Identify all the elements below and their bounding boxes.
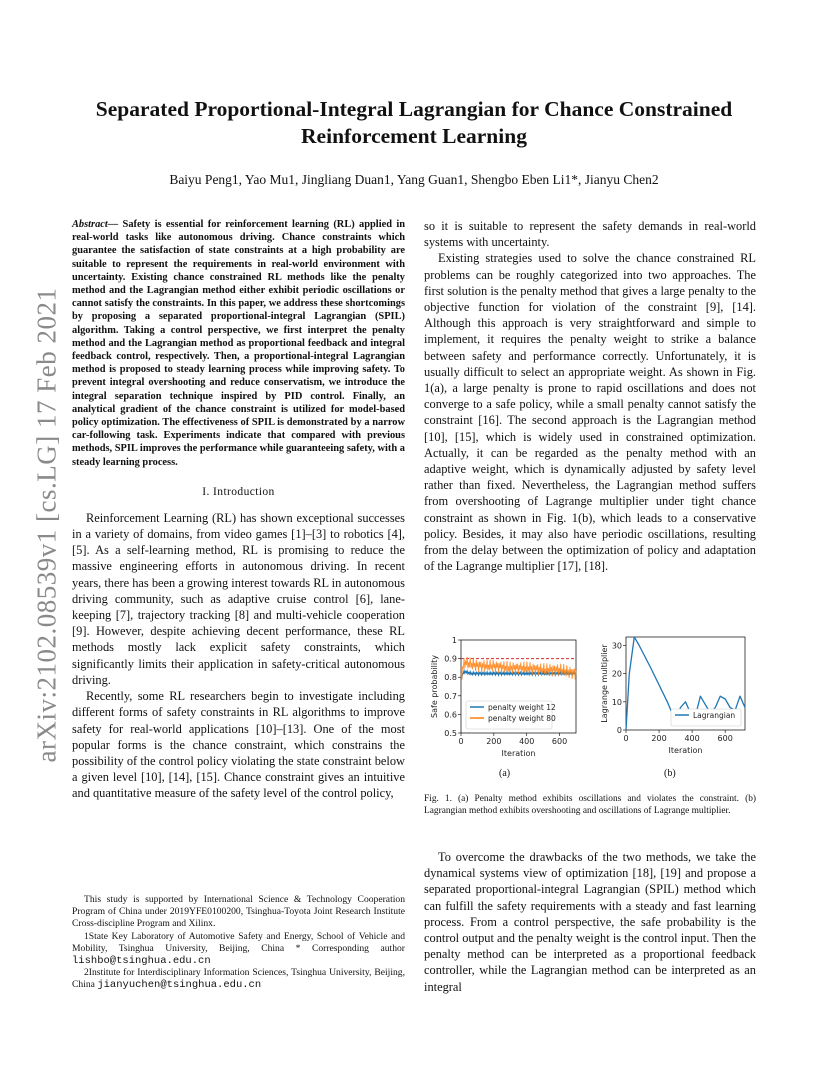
x-axis-label: Iteration xyxy=(668,746,703,755)
subfigure-label-a: (a) xyxy=(499,768,511,779)
x-tick-label: 400 xyxy=(684,734,700,743)
intro-paragraph-1: Reinforcement Learning (RL) has shown exceptional successes in a variety of domains, from video games [1]–[3] to robotics [4], [5]. As a self-learning method, RL is promising to reduce the massive engineering efforts in autonomous driving. In recent years, there has been a growing interest towards RL in autonomous driving community, such as adaptive cruise control [6], lane-keeping [7], trajectory tracking [8] and multi-vehicle cooperation [9]. However, despite achieving decent performance, these RL methods mostly lack explicit safety constraints, which significantly limits their application in safety-critical autonomous driving. xyxy=(72,510,405,687)
abstract-label: Abstract— xyxy=(72,219,119,230)
footnotes xyxy=(72,894,405,992)
y-tick-label: 0.6 xyxy=(444,710,457,720)
figure-caption: Fig. 1. (a) Penalty method exhibits oscillations and violates the constraint. (b) Lagrangian method exhibits overshooting and oscillations of Lagrange multiplier. xyxy=(424,794,756,816)
x-axis-label: Iteration xyxy=(501,749,536,758)
x-tick-label: 0 xyxy=(458,737,464,746)
y-tick-label: 0 xyxy=(616,726,622,735)
section-heading: I. Introduction xyxy=(202,485,275,498)
paper-title: Separated Proportional-Integral Lagrangian for Chance Constrained Reinforcement Learning xyxy=(95,97,733,148)
right-column xyxy=(424,218,756,574)
x-tick-label: 200 xyxy=(486,737,502,746)
x-tick-label: 200 xyxy=(651,734,667,743)
legend-label: penalty weight 80 xyxy=(488,714,556,723)
footnote-2-text: 2Institute for Interdisciplinary Information Sciences, Tsinghua University, Beijing, China xyxy=(72,967,405,991)
arxiv-stamp xyxy=(22,287,72,763)
x-tick-label: 0 xyxy=(623,734,629,743)
legend-label: penalty weight 12 xyxy=(488,703,556,712)
paper-authors: Baiyu Peng1, Yao Mu1, Jingliang Duan1, Yang Guan1, Shengbo Eben Li1*, Jianyu Chen2 xyxy=(169,172,659,187)
left-column xyxy=(72,218,405,802)
y-axis-label: Safe probability xyxy=(430,655,439,718)
abstract-text: Safety is essential for reinforcement learning (RL) applied in real-world tasks like autonomous driving. Chance constraints which guarantee the satisfaction of state constraints at a high probability are suitable to represent the requirements in real-world environment with uncertainty. Existing chance constrained RL methods like the penalty method and the Lagrangian method either exhibit periodic oscillations or cannot satisfy the constraints. In this paper, we address these shortcomings by proposing a separated proportional-integral Lagrangian (SPIL) algorithm. Taking a control perspective, we first interpret the penalty method and the Lagrangian method as proportional feedback and integral feedback control, respectively. Then, a proportional-integral Lagrangian method is proposed to steady learning process while improving safety. To prevent integral overshooting and reduce conservatism, we introduce the integral separation technique inspired by PID control. Finally, an analytical gradient of the chance constraint is utilized for model-based policy optimization. The effectiveness of SPIL is demonstrated by a narrow car-following task. Experiments indicate that compared with previous methods, SPIL improves the performance while guaranteeing safety, with a steady learning process. xyxy=(72,219,405,468)
footnote-1-email: lishbo@tsinghua.edu.cn xyxy=(72,955,211,968)
y-tick-label: 1 xyxy=(451,636,457,645)
y-tick-label: 0.8 xyxy=(444,673,457,683)
y-axis-label: Lagrange multiplier xyxy=(600,644,609,723)
y-tick-label: 10 xyxy=(611,697,622,707)
x-tick-label: 400 xyxy=(519,737,535,746)
legend-label: Lagrangian xyxy=(693,711,736,720)
right-column-lower xyxy=(424,849,756,995)
y-tick-label: 20 xyxy=(611,669,622,679)
abstract xyxy=(72,218,405,469)
y-tick-label: 0.9 xyxy=(444,654,457,664)
footnote-2-email: jianyuchen@tsinghua.edu.cn xyxy=(97,979,262,992)
footnote-2 xyxy=(72,967,405,991)
right-paragraph-1: so it is suitable to represent the safety demands in real-world systems with uncertainty. xyxy=(424,219,756,250)
footnote-1-text: 1State Key Laboratory of Automotive Safety and Energy, School of Vehicle and Mobility, Tsinghua University, Beijing, China * Corresponding author xyxy=(72,930,405,954)
arxiv-id: arXiv:2102.08539v1 [cs.LG] 17 Feb 2021 xyxy=(31,287,62,763)
intro-paragraph-2: Recently, some RL researchers begin to investigate including different forms of safety constraints in RL algorithms to improve safety for real-world applications [10]–[13]. One of the most popular forms is the chance constraint, which constrains the possibility of the control policy violating the state constraint below a given level [10], [14], [15]. Chance constraint gives an intuitive and quantitative measure of the safety level of the control policy, xyxy=(72,689,405,801)
y-tick-label: 0.5 xyxy=(444,729,457,738)
series-line xyxy=(461,657,576,680)
right-paragraph-2: Existing strategies used to solve the chance constrained RL problems can be roughly categorized into two approaches. The first solution is the penalty method that gives a large penalty to the objective function for violation of the constraint [9], [14]. Although this approach is very straightforward and simple to implement, it requires the penalty weight to strike a balance between safety and performance correctly. Unfortunately, it is usually difficult to select an appropriate weight. As shown in Fig. 1(a), a large penalty is prone to rapid oscillations and does not converge to a safe policy, while a small penalty cannot satisfy the constraint [16]. The second approach is the Lagrangian method [10], [15], which is widely used in constrained optimization. Actually, it can be regarded as the penalty method with an adaptive weight, which is dynamically adjusted by safety level rather than fixed. Nevertheless, the Lagrangian method suffers from overshooting of Lagrange multiplier under tight chance constraint as shown in Fig. 1(b), which leads to a conservative policy. Besides, it may also have periodic oscillations, resulting from the delay between the optimization of policy and adaptation of the Lagrange multiplier [17], [18]. xyxy=(424,251,756,574)
footnote-1 xyxy=(72,931,405,968)
subfigure-label-b: (b) xyxy=(664,768,676,779)
y-tick-label: 30 xyxy=(611,641,622,651)
right-paragraph-3: To overcome the drawbacks of the two methods, we take the dynamical systems view of optimization [18], [19] and propose a separated proportional-integral Lagrangian (SPIL) method which can fulfill the safety requirements with a steady and fast learning process. From a control perspective, the safe probability is the control output and the penalty weight is the control input. Then the penalty method can be interpreted as a proportional feedback controller, while the Lagrangian method can be interpreted as an integral xyxy=(424,850,756,994)
x-tick-label: 600 xyxy=(551,737,568,746)
y-tick-label: 0.7 xyxy=(444,691,457,701)
figure-1 xyxy=(424,630,756,780)
x-tick-label: 600 xyxy=(717,734,733,743)
footnote-support: This study is supported by International Science & Technology Cooperation Program of China under 2019YFE0100200, Tsinghua-Toyota Joint Research Institute Cross-discipline Program and Xilinx. xyxy=(72,894,405,930)
